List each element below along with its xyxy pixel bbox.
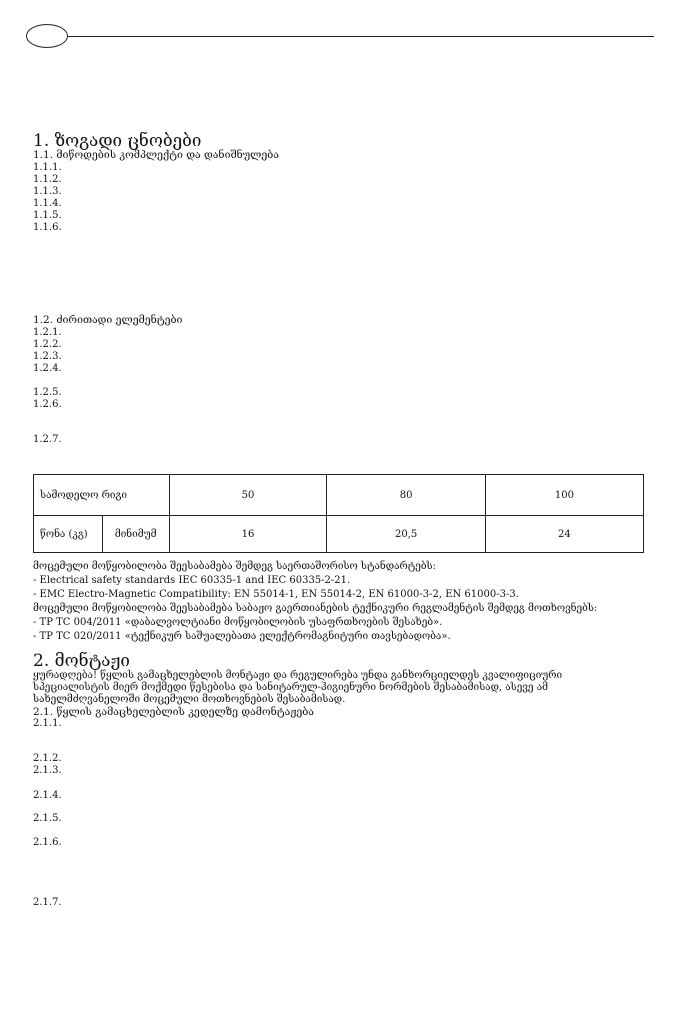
item-1-2-1: 1.2.1. <box>33 327 62 338</box>
item-1-1-4: 1.1.4. <box>33 198 62 209</box>
warning-line-1: ყურადღება! წყლის გამაცხელებლის მონტაჟი და რეგულირება უნდა განხორციელდეს კვალიფიციური <box>33 670 563 681</box>
table-weight-label: წონა (კგ) <box>34 516 103 553</box>
table-weight-80: 20,5 <box>327 516 485 553</box>
item-1-1-2: 1.1.2. <box>33 174 62 185</box>
item-1-2-3: 1.2.3. <box>33 351 62 362</box>
item-1-1-5: 1.1.5. <box>33 210 62 221</box>
standards-tr-intro: მოცემული მოწყობილობა შეესაბამება საბაჟო გაერთიანების ტექნიკური რეგლამენტის შემდეგ მოთხოვნებს: <box>33 603 598 614</box>
table-model-50: 50 <box>169 475 327 516</box>
header-rule <box>52 36 654 37</box>
table-minimum-label: მინიმუმ <box>102 516 169 553</box>
item-2-1-5: 2.1.5. <box>33 813 62 824</box>
section-1-2-title: 1.2. ძირითადი ელემენტები <box>33 314 183 326</box>
section-1-title: 1. ზოგადი ცნობები <box>33 131 202 151</box>
weight-table <box>33 474 644 553</box>
item-1-2-4: 1.2.4. <box>33 363 62 374</box>
item-1-2-7: 1.2.7. <box>33 434 62 445</box>
item-1-1-3: 1.1.3. <box>33 186 62 197</box>
standards-intl-1: - Electrical safety standards IEC 60335-1 and IEC 60335-2-21. <box>33 575 351 586</box>
table-row <box>34 516 644 553</box>
standards-tr-2: - TP TC 020/2011 «ტექნიკურ საშუალებათა ელექტრომაგნიტური თავსებადობა». <box>33 631 451 642</box>
section-1-1-title: 1.1. მიწოდების კომპლექტი და დანიშნულება <box>33 149 279 161</box>
table-row <box>34 475 644 516</box>
item-2-1-2: 2.1.2. <box>33 753 62 764</box>
item-1-2-2: 1.2.2. <box>33 339 62 350</box>
item-1-2-6: 1.2.6. <box>33 399 62 410</box>
standards-intl-2: - EMC Electro-Magnetic Compatibility: EN 55014-1, EN 55014-2, EN 61000-3-2, EN 61000-3-3. <box>33 589 519 600</box>
standards-intl-intro: მოცემული მოწყობილობა შეესაბამება შემდეგ საერთაშორისო სტანდარტებს: <box>33 561 436 572</box>
item-2-1-6: 2.1.6. <box>33 837 62 848</box>
item-2-1-4: 2.1.4. <box>33 790 62 801</box>
table-weight-100: 24 <box>485 516 643 553</box>
item-1-2-5: 1.2.5. <box>33 387 62 398</box>
table-weight-50: 16 <box>169 516 327 553</box>
section-2-1-title: 2.1. წყლის გამაცხელებლის კედელზე დამონტაჟება <box>33 706 314 718</box>
warning-line-2: სპეციალისტის მიერ მოქმედი წესებისა და სანიტარულ-ჰიგიენური ნორმების შესაბამისად, ასევე ამ <box>33 682 548 693</box>
page-number-oval <box>26 24 68 48</box>
item-2-1-1: 2.1.1. <box>33 718 62 729</box>
table-header-label: სამოდელო რიგი <box>34 475 170 516</box>
item-1-1-6: 1.1.6. <box>33 222 62 233</box>
standards-tr-1: - TP TC 004/2011 «დაბალვოლტიანი მოწყობილობის უსაფრთხოების შესახებ». <box>33 617 443 628</box>
item-2-1-7: 2.1.7. <box>33 897 62 908</box>
section-2-title: 2. მონტაჟი <box>33 651 130 671</box>
table-model-80: 80 <box>327 475 485 516</box>
table-model-100: 100 <box>485 475 643 516</box>
item-2-1-3: 2.1.3. <box>33 765 62 776</box>
warning-line-3: სახელმძღვანელოში მოცემული მოთხოვნების შესაბამისად. <box>33 694 346 705</box>
item-1-1-1: 1.1.1. <box>33 162 62 173</box>
